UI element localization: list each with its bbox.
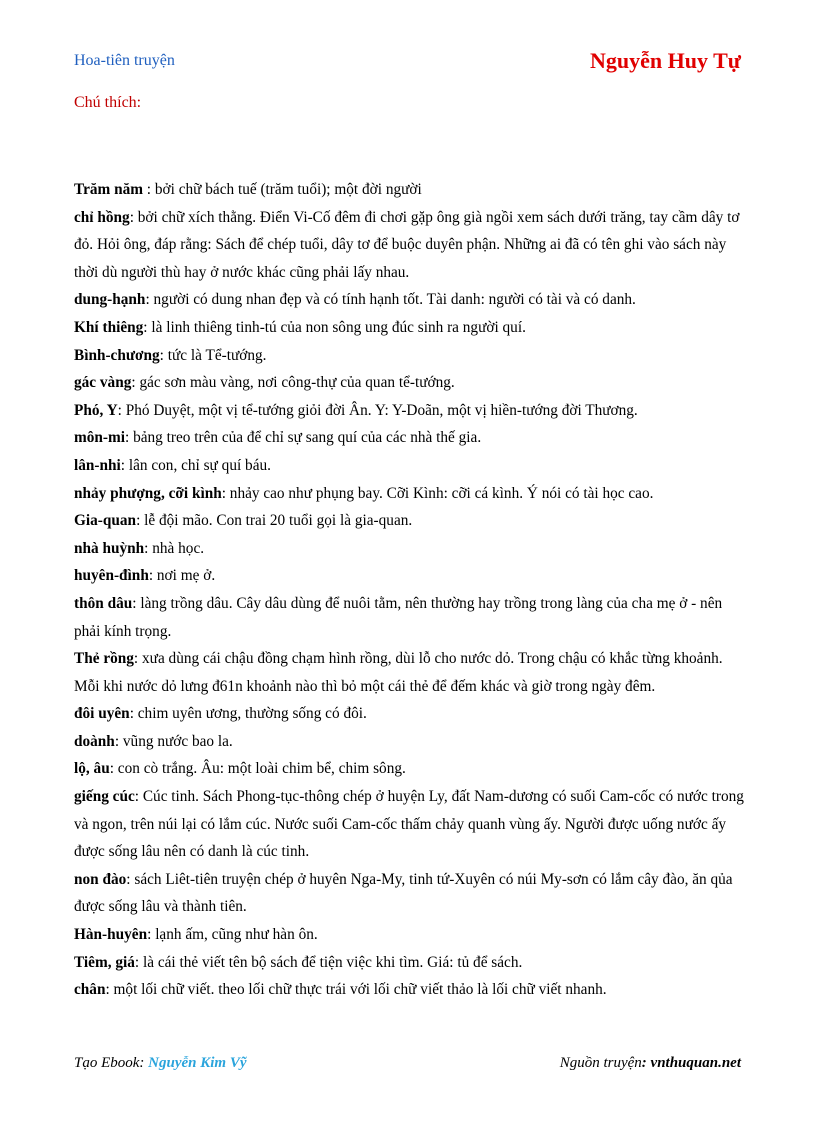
- note-separator: :: [221, 484, 230, 502]
- note-definition: bởi chữ bách tuế (trăm tuổi); một đời người: [154, 181, 422, 198]
- notes-list: [74, 176, 746, 1004]
- note-entry: [74, 397, 746, 425]
- note-entry: [74, 755, 746, 783]
- note-entry: [74, 480, 746, 508]
- note-term: gác vàng: [74, 374, 132, 392]
- source-separator: :: [641, 1055, 651, 1071]
- note-term: môn-mi: [74, 429, 125, 447]
- note-separator: :: [114, 732, 123, 750]
- note-entry: [74, 314, 746, 342]
- note-term: giếng cúc: [74, 788, 135, 806]
- note-separator: :: [133, 650, 142, 668]
- note-entry: [74, 700, 746, 728]
- note-separator: :: [134, 953, 143, 971]
- note-definition: nơi mẹ ở.: [156, 567, 216, 585]
- note-term: lộ, âu: [74, 760, 110, 778]
- note-term: Hàn-huyên: [74, 926, 148, 944]
- note-definition: là cái thẻ viết tên bộ sách để tiện việc khi tìm. Giá: tủ để sách.: [142, 953, 523, 971]
- note-entry: [74, 176, 746, 204]
- note-entry: [74, 342, 746, 370]
- note-term: chân: [74, 981, 106, 999]
- note-definition: người có dung nhan đẹp và có tính hạnh tốt. Tài danh: người có tài và có danh.: [153, 291, 636, 309]
- note-definition: một lối chữ viết. theo lối chữ thực trái với lối chữ viết thảo là lối chữ viết nhanh.: [113, 981, 607, 999]
- note-definition: lạnh ấm, cũng như hàn ôn.: [155, 926, 318, 944]
- note-definition: lễ đội mão. Con trai 20 tuổi gọi là gia-quan.: [144, 512, 413, 530]
- footer-ebook-credit: [74, 1055, 247, 1072]
- note-separator: :: [109, 760, 118, 778]
- note-separator: :: [129, 208, 138, 226]
- note-separator: :: [131, 374, 140, 392]
- note-separator: :: [159, 346, 168, 364]
- note-definition: làng trồng dâu. Cây dâu dùng để nuôi tằm, nên thường hay trồng trong làng của cha mẹ ở - nên phải kính trọng.: [74, 594, 723, 640]
- note-term: Trăm năm: [74, 181, 143, 198]
- note-term: Phó, Y: [74, 401, 118, 419]
- note-definition: bảng treo trên của để chỉ sự sang quí của các nhà thế gia.: [133, 429, 482, 447]
- note-separator: :: [132, 594, 141, 612]
- note-separator: :: [134, 788, 143, 806]
- note-definition: sách Liêt-tiên truyện chép ở huyên Nga-My, tinh tứ-Xuyên có núi My-sơn có lắm cây đào, ăn qủa được sống lâu và thành tiên.: [74, 870, 733, 916]
- note-separator: :: [125, 429, 134, 447]
- note-definition: nhà học.: [152, 539, 205, 557]
- note-separator: :: [147, 926, 156, 944]
- note-entry: [74, 949, 746, 977]
- source-label: Nguồn truyện: [559, 1055, 642, 1071]
- note-term: thôn dâu: [74, 594, 133, 612]
- note-separator: :: [148, 567, 157, 585]
- ebook-label: Tạo Ebook: [74, 1055, 140, 1071]
- note-entry: [74, 645, 746, 700]
- note-entry: [74, 507, 746, 535]
- note-entry: [74, 728, 746, 756]
- note-definition: xưa dùng cái chậu đồng chạm hình rồng, dùi lỗ cho nước dỏ. Trong chậu có khắc từng khoảnh. Mỗi khi nước dỏ lưng đ61n khoảnh nào thì bỏ một cái thẻ để đếm khác và giờ trong ngày đêm.: [74, 650, 723, 695]
- note-entry: [74, 535, 746, 563]
- note-separator: :: [117, 401, 126, 419]
- note-term: nhảy phượng, cỡi kình: [74, 484, 222, 502]
- note-definition: gác sơn màu vàng, nơi công-thự của quan tể-tướng.: [139, 374, 455, 392]
- note-separator: :: [136, 512, 145, 530]
- author-name: Nguyễn Huy Tự: [590, 48, 741, 73]
- note-term: Thẻ rồng: [74, 650, 134, 668]
- note-separator: :: [142, 181, 155, 198]
- note-definition: Cúc tinh. Sách Phong-tục-thông chép ở huyện Ly, đất Nam-dương có suối Cam-cốc có nước trong và ngon, trên núi lại có lắm cúc. Nước suối Cam-cốc thấm chảy quanh vùng ấy. Người được uống nước ấy được sống lâu nên có danh là cúc tinh.: [74, 788, 744, 861]
- book-title: Hoa-tiên truyện: [74, 52, 175, 69]
- note-term: lân-nhi: [74, 456, 121, 474]
- note-definition: nhảy cao như phụng bay. Cỡi Kình: cỡi cá kình. Ý nói có tài học cao.: [229, 484, 654, 502]
- note-entry: [74, 976, 746, 1004]
- note-definition: là linh thiêng tinh-tú của non sông ung đúc sinh ra người quí.: [151, 318, 526, 336]
- note-definition: Phó Duyệt, một vị tể-tướng giỏi đời Ân. Y: Y-Doãn, một vị hiền-tướng đời Thương.: [125, 401, 638, 419]
- note-definition: con cò trắng. Âu: một loài chim bể, chim sông.: [117, 760, 406, 778]
- note-definition: bởi chữ xích thằng. Điển Vi-Cố đêm đi chơi gặp ông già ngồi xem sách dưới trăng, tay cầm dây tơ đỏ. Hỏi ông, đáp rằng: Sách để chép tuổi, dây tơ để buộc duyên phận. Những ai đã có tên ghi vào sách này thời dù người thù hay ở nước khác cũng phải lấy nhau.: [74, 208, 740, 281]
- note-entry: [74, 590, 746, 645]
- note-entry: [74, 562, 746, 590]
- note-definition: tức là Tể-tướng.: [167, 346, 267, 364]
- note-term: doành: [74, 732, 115, 750]
- note-entry: [74, 783, 746, 866]
- ebook-separator: :: [139, 1055, 149, 1071]
- note-term: đôi uyên: [74, 705, 130, 723]
- footer-source: [560, 1055, 741, 1072]
- note-entry: [74, 921, 746, 949]
- note-entry: [74, 286, 746, 314]
- note-term: Gia-quan: [74, 512, 137, 530]
- note-term: dung-hạnh: [74, 291, 146, 309]
- note-term: Khí thiêng: [74, 318, 144, 336]
- note-separator: :: [144, 539, 153, 557]
- note-entry: [74, 369, 746, 397]
- note-definition: vũng nước bao la.: [122, 732, 233, 750]
- note-definition: chim uyên ương, thường sống có đôi.: [137, 705, 367, 723]
- note-term: Tiêm, giá: [74, 953, 135, 971]
- note-term: huyên-đình: [74, 567, 149, 585]
- note-separator: :: [129, 705, 138, 723]
- note-separator: :: [126, 870, 135, 888]
- note-definition: lân con, chỉ sự quí báu.: [128, 456, 271, 474]
- note-term: Bình-chương: [74, 346, 160, 364]
- note-term: non đào: [74, 870, 127, 888]
- source-site: vnthuquan.net: [650, 1055, 741, 1071]
- notes-heading: Chú thích:: [74, 94, 142, 111]
- note-term: chỉ hồng: [74, 208, 130, 226]
- note-separator: :: [105, 981, 114, 999]
- note-separator: :: [143, 318, 152, 336]
- note-entry: [74, 452, 746, 480]
- note-term: nhà huỳnh: [74, 539, 145, 557]
- note-separator: :: [145, 291, 154, 309]
- note-entry: [74, 204, 746, 287]
- note-entry: [74, 866, 746, 921]
- note-separator: :: [120, 456, 129, 474]
- note-entry: [74, 424, 746, 452]
- ebook-creator-name: Nguyễn Kim Vỹ: [148, 1055, 247, 1071]
